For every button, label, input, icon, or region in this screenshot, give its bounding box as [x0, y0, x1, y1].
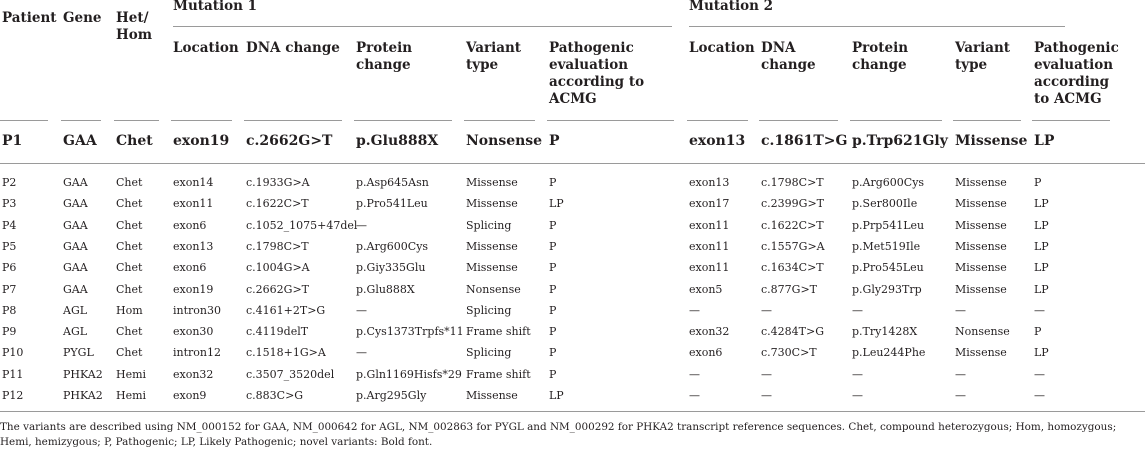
table-cell: p.Arg600Cys — [852, 176, 925, 189]
table-cell: Chet — [116, 197, 143, 211]
header-dna-change-2: DNA change — [761, 40, 816, 73]
table-cell: c.4284T>G — [761, 325, 824, 339]
header-rule — [687, 120, 748, 121]
header-rule — [61, 120, 101, 121]
header-rule — [1032, 120, 1110, 121]
table-cell: p.Try1428X — [852, 325, 918, 339]
table-cell: exon6 — [173, 261, 207, 275]
table-cell: Frame shift — [466, 367, 531, 381]
table-cell: — — [689, 389, 700, 402]
table-cell: GAA — [63, 176, 88, 189]
table-cell: p.Arg600Cys — [356, 239, 429, 253]
table-cell: exon32 — [173, 367, 214, 381]
table-cell: p.Asp645Asn — [356, 176, 429, 189]
table-cell: exon13 — [689, 176, 730, 189]
mutation-2-rule — [689, 26, 1065, 27]
table-cell: c.2662G>T — [246, 282, 309, 296]
header-rule — [114, 120, 159, 121]
table-cell: exon11 — [173, 197, 214, 211]
table-cell: Chet — [116, 239, 143, 253]
table-cell: Missense — [955, 282, 1007, 296]
table-cell: p.Gly293Trp — [852, 282, 922, 296]
table-cell: GAA — [63, 218, 88, 232]
table-cell: Hemi — [116, 367, 147, 381]
table-cell: c.1557G>A — [761, 239, 825, 253]
table-cell: GAA — [63, 261, 88, 275]
table-cell: GAA — [63, 239, 88, 253]
table-cell: Chet — [116, 261, 143, 275]
header-dna-change-1: DNA change — [246, 40, 340, 56]
table-cell: c.1052_1075+47del — [246, 218, 358, 232]
table-cell: Missense — [466, 389, 518, 402]
table-cell: LP — [1034, 261, 1049, 275]
table-cell: — — [356, 303, 367, 317]
table-cell: — — [955, 389, 966, 402]
table-cell: p.Ser800Ile — [852, 197, 918, 211]
table-cell: c.1622C>T — [246, 197, 309, 211]
header-protein-change-2: Protein change — [852, 40, 909, 73]
table-cell: c.4161+2T>G — [246, 303, 326, 317]
table-cell: LP — [1034, 282, 1049, 296]
table-cell: Missense — [955, 176, 1007, 189]
table-cell: c.883C>G — [246, 389, 304, 402]
table-cell: intron30 — [173, 303, 221, 317]
table-cell: exon19 — [173, 133, 230, 149]
table-cell: exon19 — [173, 282, 214, 296]
table-cell: — — [356, 218, 367, 232]
table-cell: exon9 — [173, 389, 207, 402]
header-rule — [850, 120, 942, 121]
table-cell: P — [549, 303, 557, 317]
table-cell: LP — [1034, 218, 1049, 232]
table-cell: exon11 — [689, 239, 730, 253]
table-cell: c.1798C>T — [246, 239, 309, 253]
table-cell: c.1622C>T — [761, 218, 824, 232]
table-cell: exon6 — [689, 346, 723, 360]
header-pathogenic-2: Pathogenic evaluation according to ACMG — [1034, 40, 1119, 107]
table-cell: Missense — [955, 346, 1007, 360]
table-cell: c.1518+1G>A — [246, 346, 326, 360]
table-cell: Hom — [116, 303, 143, 317]
table-cell: P12 — [2, 389, 24, 402]
table-cell: exon11 — [689, 218, 730, 232]
table-cell: Missense — [466, 261, 518, 275]
table-cell: — — [852, 367, 863, 381]
mutation-1-rule — [173, 26, 672, 27]
table-cell: c.1634C>T — [761, 261, 824, 275]
table-cell: Nonsense — [466, 133, 543, 149]
table-cell: Chet — [116, 176, 143, 189]
table-cell: P — [549, 261, 557, 275]
table-cell: P — [549, 239, 557, 253]
header-rule — [354, 120, 452, 121]
header-protein-change-1: Protein change — [356, 40, 413, 73]
table-cell: — — [852, 389, 863, 402]
table-cell: p.Met519Ile — [852, 239, 921, 253]
table-cell: c.4119delT — [246, 325, 309, 339]
table-cell: Hemi — [116, 389, 147, 402]
table-cell: P8 — [2, 303, 17, 317]
table-cell: exon30 — [173, 325, 214, 339]
table-cell: P11 — [2, 367, 24, 381]
table-cell: P — [549, 218, 557, 232]
table-cell: — — [1034, 303, 1045, 317]
table-cell: Missense — [955, 197, 1007, 211]
table-cell: Splicing — [466, 346, 512, 360]
table-cell: Chet — [116, 282, 143, 296]
table-cell: LP — [1034, 133, 1055, 149]
table-cell: exon32 — [689, 325, 730, 339]
header-variant-type-2: Variant type — [955, 40, 1011, 73]
table-cell: — — [689, 367, 700, 381]
table-cell: — — [1034, 367, 1045, 381]
header-rule — [171, 120, 232, 121]
table-cell: PYGL — [63, 346, 94, 360]
table-cell: P1 — [2, 133, 23, 149]
table-cell: p.Giy335Glu — [356, 261, 426, 275]
table-cell: Chet — [116, 325, 143, 339]
table-cell: Missense — [955, 133, 1028, 149]
table-cell: — — [761, 389, 772, 402]
table-cell: Chet — [116, 133, 153, 149]
table-cell: P — [549, 133, 560, 149]
table-cell: Missense — [466, 239, 518, 253]
table-cell: p.Trp621Gly — [852, 133, 948, 149]
table-cell: p.Pro545Leu — [852, 261, 924, 275]
table-cell: Missense — [466, 197, 518, 211]
table-cell: Nonsense — [466, 282, 521, 296]
body-rule — [0, 163, 1145, 164]
table-cell: intron12 — [173, 346, 221, 360]
bottom-rule — [0, 411, 1145, 412]
header-mutation-2: Mutation 2 — [689, 0, 774, 14]
table-cell: p.Gln1169Hisfs*29 — [356, 367, 462, 381]
table-cell: exon14 — [173, 176, 214, 189]
table-cell: — — [1034, 389, 1045, 402]
table-footnote: The variants are described using NM_000152 for GAA, NM_000642 for AGL, NM_002863 for PYGL and NM_000292 for PHKA2 transcript reference sequences. Chet, compound heterozygous; Hom, homozygous; Hemi, hemizygous; P, Pathogenic; LP, Likely Pathogenic; novel variants: Bold font. — [0, 421, 1117, 448]
header-location-2: Location — [689, 40, 755, 56]
header-rule — [953, 120, 1021, 121]
table-cell: p.Cys1373Trpfs*11 — [356, 325, 464, 339]
table-cell: — — [761, 367, 772, 381]
table-cell: c.877G>T — [761, 282, 817, 296]
table-cell: p.Pro541Leu — [356, 197, 428, 211]
table-cell: — — [955, 367, 966, 381]
table-cell: — — [955, 303, 966, 317]
table-cell: c.3507_3520del — [246, 367, 335, 381]
table-cell: P5 — [2, 239, 17, 253]
table-cell: P — [549, 325, 557, 339]
header-rule — [244, 120, 342, 121]
table-cell: P — [549, 282, 557, 296]
table-cell: exon11 — [689, 261, 730, 275]
table-cell: LP — [549, 197, 564, 211]
table-cell: p.Glu888X — [356, 133, 439, 149]
table-cell: LP — [1034, 346, 1049, 360]
table-cell: c.1004G>A — [246, 261, 310, 275]
table-cell: c.2662G>T — [246, 133, 333, 149]
table-cell: Missense — [955, 218, 1007, 232]
table-cell: Chet — [116, 346, 143, 360]
table-cell: Missense — [955, 239, 1007, 253]
table-cell: Splicing — [466, 303, 512, 317]
table-cell: c.2399G>T — [761, 197, 824, 211]
table-cell: p.Glu888X — [356, 282, 415, 296]
table-cell: LP — [1034, 197, 1049, 211]
table-cell: P — [1034, 325, 1042, 339]
header-het-hom: Het/ Hom — [116, 10, 153, 43]
table-cell: — — [689, 303, 700, 317]
header-pathogenic-1: Pathogenic evaluation according to ACMG — [549, 40, 645, 107]
table-cell: P — [549, 367, 557, 381]
header-rule — [759, 120, 838, 121]
table-cell: p.Leu244Phe — [852, 346, 926, 360]
table-cell: exon17 — [689, 197, 730, 211]
table-cell: Nonsense — [955, 325, 1010, 339]
table-cell: c.1861T>G — [761, 133, 848, 149]
table-cell: LP — [1034, 239, 1049, 253]
table-cell: AGL — [63, 303, 88, 317]
header-rule — [547, 120, 674, 121]
table-cell: GAA — [63, 197, 88, 211]
header-location-1: Location — [173, 40, 239, 56]
table-cell: P10 — [2, 346, 24, 360]
table-cell: Splicing — [466, 218, 512, 232]
table-cell: c.1933G>A — [246, 176, 310, 189]
table-cell: GAA — [63, 282, 88, 296]
header-patient: Patient — [2, 10, 57, 26]
table-cell: Chet — [116, 218, 143, 232]
table-cell: c.1798C>T — [761, 176, 824, 189]
table-cell: PHKA2 — [63, 367, 103, 381]
table-cell: exon5 — [689, 282, 723, 296]
table-cell: P4 — [2, 218, 17, 232]
table-cell: exon13 — [689, 133, 746, 149]
table-cell: LP — [549, 389, 564, 402]
table-cell: P2 — [2, 176, 17, 189]
table-cell: P — [549, 176, 557, 189]
header-variant-type-1: Variant type — [466, 40, 522, 73]
table-cell: P — [549, 346, 557, 360]
header-gene: Gene — [63, 10, 102, 26]
table-cell: AGL — [63, 325, 88, 339]
table-cell: Missense — [466, 176, 518, 189]
header-rule — [464, 120, 535, 121]
table-cell: p.Prp541Leu — [852, 218, 925, 232]
table-cell: P7 — [2, 282, 17, 296]
table-cell: Frame shift — [466, 325, 531, 339]
table-cell: GAA — [63, 133, 97, 149]
table-cell: — — [852, 303, 863, 317]
table-cell: PHKA2 — [63, 389, 103, 402]
table-cell: P6 — [2, 261, 17, 275]
header-rule — [0, 120, 48, 121]
table-cell: P3 — [2, 197, 17, 211]
header-mutation-1: Mutation 1 — [173, 0, 258, 14]
table-cell: — — [761, 303, 772, 317]
table-cell: c.730C>T — [761, 346, 817, 360]
table-cell: — — [356, 346, 367, 360]
table-cell: P9 — [2, 325, 17, 339]
table-cell: p.Arg295Gly — [356, 389, 427, 402]
table-cell: Missense — [955, 261, 1007, 275]
table-cell: P — [1034, 176, 1042, 189]
table-cell: exon13 — [173, 239, 214, 253]
table-cell: exon6 — [173, 218, 207, 232]
